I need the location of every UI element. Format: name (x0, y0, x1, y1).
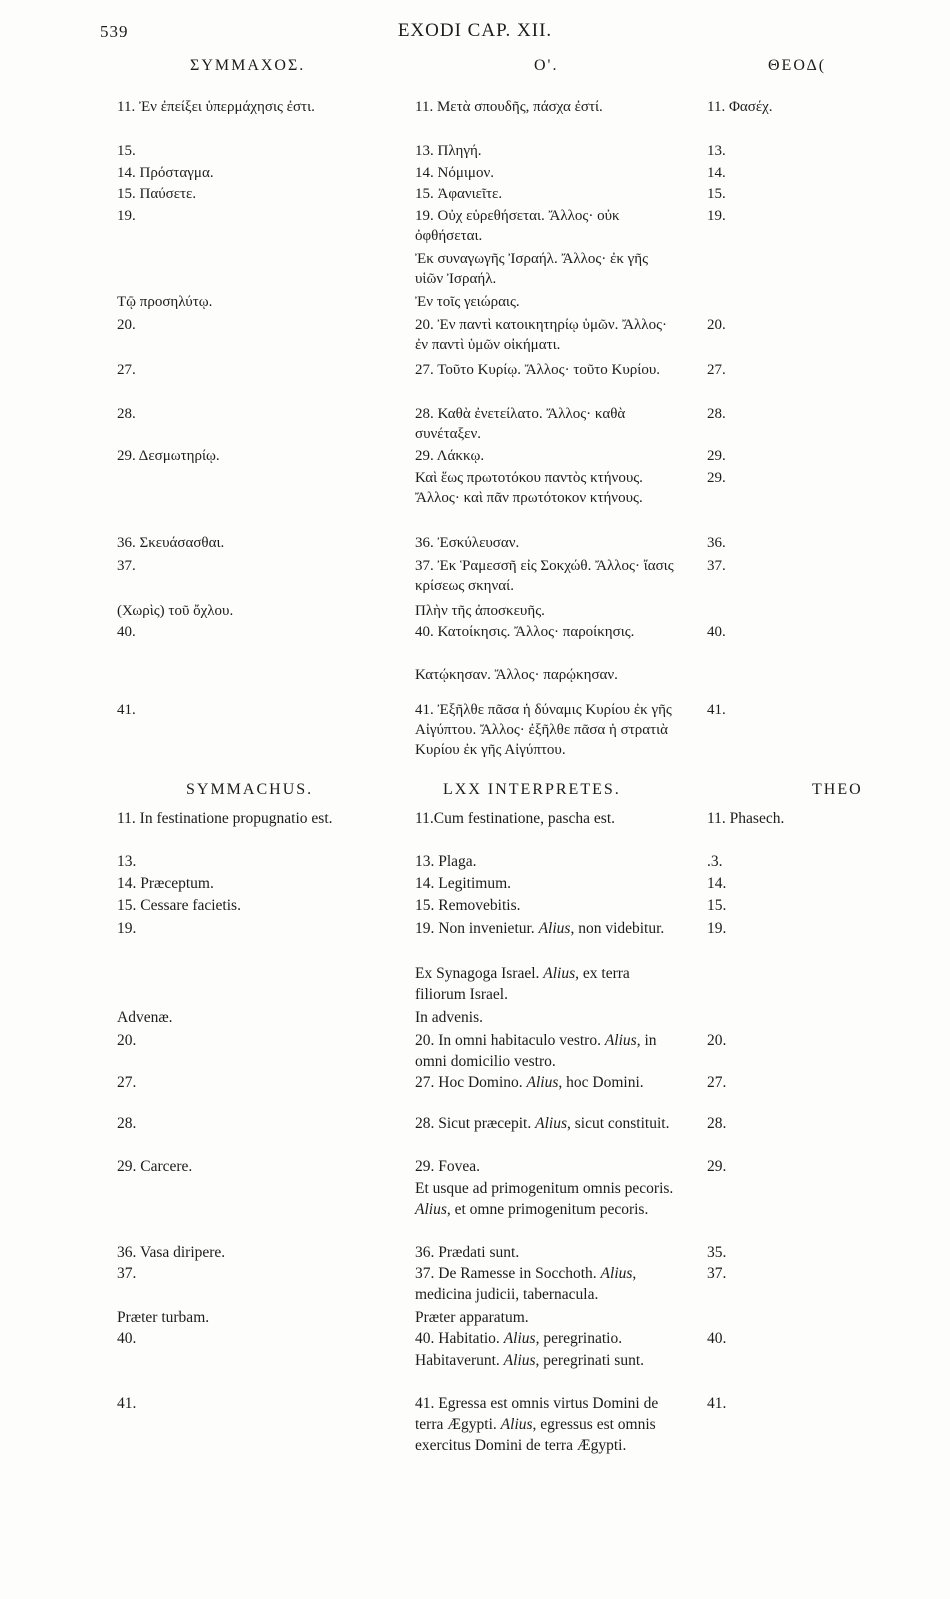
latin-lxx-entry: 41. Egressa est omnis virtus Domini de terra Ægypti. Alius, egressus est omnis exercitus Domini de terra Ægypti. (415, 1395, 659, 1454)
greek-lxx-entry: Πλὴν τῆς ἀποσκευῆς. (415, 603, 545, 619)
latin-lxx-entry: 29. Fovea. (415, 1158, 481, 1175)
greek-symmachus-entry: 40. (117, 624, 136, 640)
greek-header-symmachus: ΣΥΜΜΑΧΟΣ. (190, 57, 306, 74)
latin-symmachus-entry: Advenæ. (117, 1009, 173, 1026)
latin-theodotion-entry: 37. (707, 1265, 727, 1282)
latin-lxx-entry: 11.Cum festinatione, pascha est. (415, 810, 616, 827)
greek-symmachus-entry: 41. (117, 702, 136, 718)
latin-lxx-entry: Ex Synagoga Israel. Alius, ex terra filiorum Israel. (415, 965, 630, 1003)
greek-theodotion-entry: 29. (707, 470, 726, 486)
greek-lxx-entry: 14. Νόμιμον. (415, 165, 494, 181)
latin-lxx-entry: 13. Plaga. (415, 853, 477, 870)
latin-lxx-entry: 28. Sicut præcepit. Alius, sicut constituit. (415, 1115, 670, 1132)
greek-theodotion-entry: 41. (707, 702, 726, 718)
latin-theodotion-entry: .3. (707, 853, 723, 870)
greek-theodotion-entry: 29. (707, 448, 726, 464)
greek-symmachus-entry: 20. (117, 317, 136, 333)
latin-symmachus-entry: 29. Carcere. (117, 1158, 193, 1175)
greek-theodotion-entry: 37. (707, 558, 726, 574)
greek-theodotion-entry: 14. (707, 165, 726, 181)
greek-theodotion-entry: 13. (707, 143, 726, 159)
greek-symmachus-entry: 14. Πρόσταγμα. (117, 165, 214, 181)
latin-theodotion-entry: 41. (707, 1395, 727, 1412)
greek-lxx-entry: 28. Καθὰ ἐνετείλατο. Ἄλλος· καθὰ συνέταξεν. (415, 406, 626, 442)
latin-lxx-entry: 15. Removebitis. (415, 897, 521, 914)
greek-symmachus-entry: 11. Ἐν ἐπείξει ὑπερμάχησις ἐστι. (117, 99, 315, 115)
greek-symmachus-entry: 28. (117, 406, 136, 422)
greek-symmachus-entry: 15. Παύσετε. (117, 186, 197, 202)
latin-theodotion-entry: 27. (707, 1074, 727, 1091)
latin-symmachus-entry: 37. (117, 1265, 137, 1282)
latin-symmachus-entry: 11. In festinatione propugnatio est. (117, 810, 333, 827)
greek-theodotion-entry: 28. (707, 406, 726, 422)
latin-theodotion-entry: 29. (707, 1158, 727, 1175)
greek-lxx-entry: 20. Ἐν παντὶ κατοικητηρίῳ ὑμῶν. Ἄλλος· ἐν παντὶ ὑμῶν οἰκήματι. (415, 317, 668, 353)
greek-lxx-entry: Καὶ ἕως πρωτοτόκου παντὸς κτήνους. Ἄλλος· καὶ πᾶν πρωτότοκον κτήνους. (415, 470, 643, 506)
latin-symmachus-entry: 41. (117, 1395, 137, 1412)
latin-lxx-entry: Præter apparatum. (415, 1309, 529, 1326)
greek-lxx-entry: 41. Ἐξῆλθε πᾶσα ἡ δύναμις Κυρίου ἐκ γῆς Αἰγύπτου. Ἄλλος· ἐξῆλθε πᾶσα ἡ στρατιὰ Κυρίου ἐκ γῆς Αἰγύπτου. (415, 702, 672, 758)
latin-symmachus-entry: 28. (117, 1115, 137, 1132)
greek-theodotion-entry: 15. (707, 186, 726, 202)
latin-theodotion-entry: 35. (707, 1244, 727, 1261)
latin-lxx-entry: In advenis. (415, 1009, 484, 1026)
latin-theodotion-entry: 19. (707, 920, 727, 937)
latin-symmachus-entry: 27. (117, 1074, 137, 1091)
greek-header-theodotion: ΘΕΟΔ( (768, 57, 827, 74)
greek-symmachus-entry: 37. (117, 558, 136, 574)
greek-lxx-entry: Κατῴκησαν. Ἄλλος· παρῴκησαν. (415, 667, 618, 683)
latin-lxx-entry: Habitaverunt. Alius, peregrinati sunt. (415, 1352, 645, 1369)
latin-theodotion-entry: 15. (707, 897, 727, 914)
greek-lxx-entry: Ἐκ συναγωγῆς Ἰσραήλ. Ἄλλος· ἐκ γῆς υἱῶν Ἰσραήλ. (415, 251, 649, 287)
latin-lxx-entry: 14. Legitimum. (415, 875, 512, 892)
greek-theodotion-entry: 27. (707, 362, 726, 378)
greek-theodotion-entry: 11. Φασέχ. (707, 99, 773, 115)
greek-symmachus-entry: 29. Δεσμωτηρίῳ. (117, 448, 220, 464)
latin-theodotion-entry: 11. Phasech. (707, 810, 785, 827)
latin-symmachus-entry: Præter turbam. (117, 1309, 210, 1326)
latin-theodotion-entry: 20. (707, 1032, 727, 1049)
greek-theodotion-entry: 36. (707, 535, 726, 551)
greek-symmachus-entry: 36. Σκευάσασθαι. (117, 535, 225, 551)
greek-lxx-entry: 36. Ἐσκύλευσαν. (415, 535, 520, 551)
latin-theodotion-entry: 40. (707, 1330, 727, 1347)
greek-header-lxx: Ο'. (534, 57, 559, 74)
latin-symmachus-entry: 36. Vasa diripere. (117, 1244, 226, 1261)
page-number: 539 (100, 22, 129, 41)
latin-lxx-entry: 19. Non invenietur. Alius, non videbitur. (415, 920, 665, 937)
greek-lxx-entry: 11. Μετὰ σπουδῆς, πάσχα ἐστί. (415, 99, 603, 115)
latin-symmachus-entry: 20. (117, 1032, 137, 1049)
latin-lxx-entry: Et usque ad primogenitum omnis pecoris. Alius, et omne primogenitum pecoris. (415, 1180, 674, 1218)
greek-lxx-entry: 40. Κατοίκησις. Ἄλλος· παροίκησις. (415, 624, 635, 640)
latin-header-theodotion: THEO (812, 781, 863, 798)
greek-theodotion-entry: 20. (707, 317, 726, 333)
greek-symmachus-entry: 19. (117, 208, 136, 224)
greek-lxx-entry: 27. Τοῦτο Κυρίῳ. Ἄλλος· τοῦτο Κυρίου. (415, 362, 661, 378)
greek-theodotion-entry: 40. (707, 624, 726, 640)
latin-header-lxx: LXX INTERPRETES. (443, 781, 621, 798)
latin-theodotion-entry: 14. (707, 875, 727, 892)
latin-lxx-entry: 27. Hoc Domino. Alius, hoc Domini. (415, 1074, 644, 1091)
latin-lxx-entry: 36. Prædati sunt. (415, 1244, 520, 1261)
latin-symmachus-entry: 15. Cessare facietis. (117, 897, 241, 914)
latin-symmachus-entry: 40. (117, 1330, 137, 1347)
greek-lxx-entry: 15. Ἀφανιεῖτε. (415, 186, 503, 202)
latin-lxx-entry: 37. De Ramesse in Socchoth. Alius, medicina judicii, tabernacula. (415, 1265, 637, 1303)
greek-lxx-entry: Ἐν τοῖς γειώραις. (415, 294, 520, 310)
latin-lxx-entry: 40. Habitatio. Alius, peregrinatio. (415, 1330, 623, 1347)
latin-symmachus-entry: 14. Præceptum. (117, 875, 214, 892)
greek-symmachus-entry: (Χωρὶς) τοῦ ὄχλου. (117, 603, 234, 619)
greek-symmachus-entry: 15. (117, 143, 136, 159)
latin-symmachus-entry: 13. (117, 853, 137, 870)
greek-lxx-entry: 37. Ἐκ Ῥαμεσσῆ εἰς Σοκχώθ. Ἄλλος· ἴασις κρίσεως σκηναί. (415, 558, 674, 594)
greek-lxx-entry: 13. Πληγή. (415, 143, 482, 159)
latin-lxx-entry: 20. In omni habitaculo vestro. Alius, in omni domicilio vestro. (415, 1032, 657, 1070)
greek-symmachus-entry: 27. (117, 362, 136, 378)
greek-lxx-entry: 19. Οὐχ εὑρεθήσεται. Ἄλλος· οὐκ ὀφθήσεται. (415, 208, 620, 244)
latin-theodotion-entry: 28. (707, 1115, 727, 1132)
greek-theodotion-entry: 19. (707, 208, 726, 224)
latin-header-symmachus: SYMMACHUS. (186, 781, 314, 798)
greek-lxx-entry: 29. Λάκκῳ. (415, 448, 485, 464)
greek-symmachus-entry: Τῷ προσηλύτῳ. (117, 294, 213, 310)
latin-symmachus-entry: 19. (117, 920, 137, 937)
running-title: EXODI CAP. XII. (397, 20, 553, 41)
